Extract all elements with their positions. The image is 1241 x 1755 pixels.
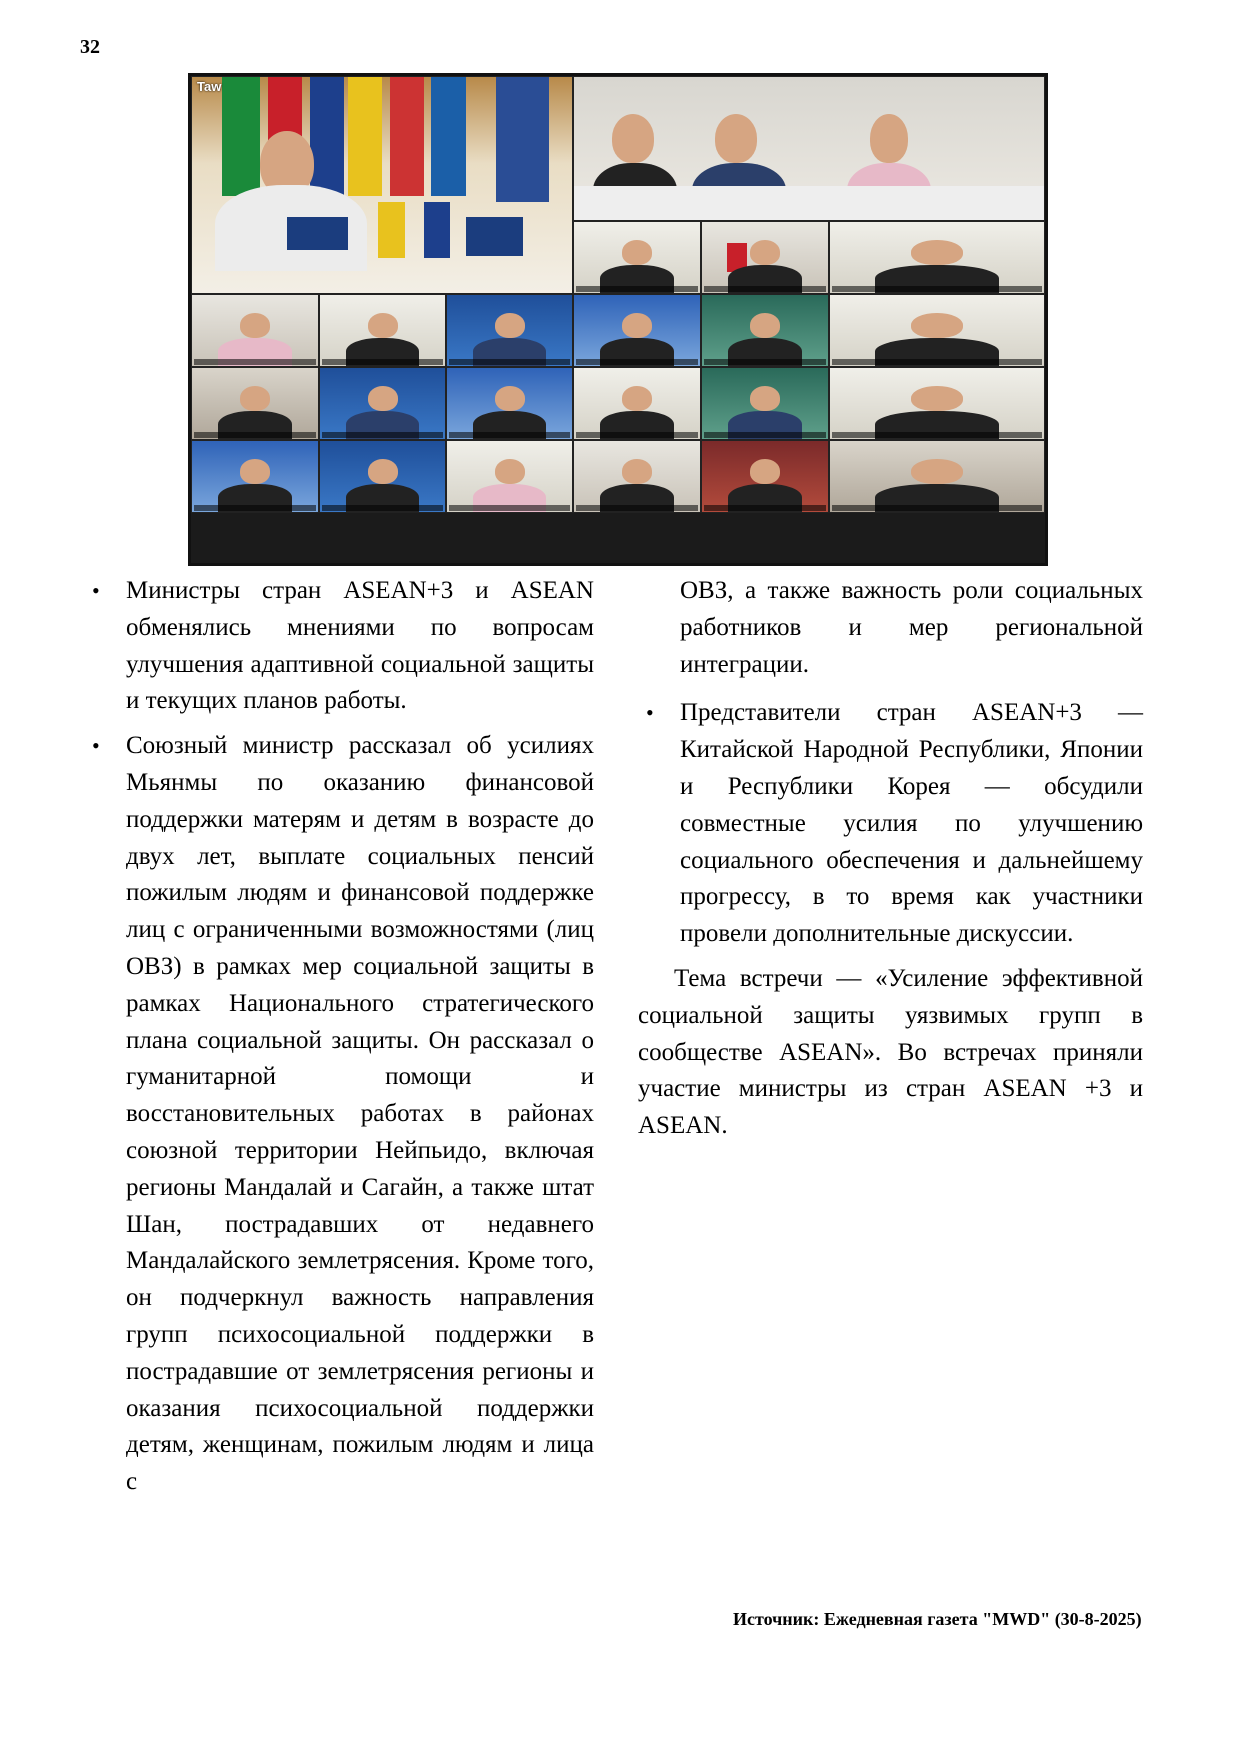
photo-tile-secretariat — [573, 76, 1045, 221]
photo-tile — [573, 440, 701, 513]
photo-tile — [829, 294, 1045, 367]
bullet-item — [646, 695, 1143, 953]
photo-credit: Taw — [197, 79, 222, 94]
photo-tile — [829, 367, 1045, 440]
bullet-item — [92, 573, 594, 720]
bullet-text: Представители стран ASEAN+3 — Китайской Народной Республики, Японии и Республики Корея — обсудили совместные усилия по улучшению социального обеспечения и дальнейшему прогрессу, в то время как участники провели дополнительные дискуссии. — [680, 699, 1143, 948]
photo-tile — [829, 221, 1045, 294]
photo-tile — [701, 221, 829, 294]
right-bullet-list — [638, 695, 1143, 953]
photo-tile — [573, 221, 701, 294]
right-column — [638, 573, 1143, 1145]
photo-tile — [701, 294, 829, 367]
photo-tile — [319, 440, 446, 513]
continuation-text: ОВЗ, а также важность роли социальных работников и мер региональной интеграции. — [680, 577, 1143, 678]
photo-tile — [191, 294, 319, 367]
photo-tile — [701, 367, 829, 440]
photo-tile-main-speaker — [191, 76, 573, 294]
bullet-icon: • — [646, 700, 654, 726]
bullet-icon: • — [92, 578, 100, 603]
bullet-text: Союзный министр рассказал об усилиях Мьянмы по оказанию финансовой поддержки матерям и детям в возрасте до двух лет, выплате социальных пенсий пожилым людям и финансовой поддержке лиц с ограниченными возможностями (лиц ОВЗ) в рамках мер социальной защиты в рамках Национального стратегического плана социальной защиты. Он рассказал о гуманитарной помощи и восстановительных работах в районах союзной территории Нейпьидо, включая регионы Мандалай и Сагайн, а также штат Шан, пострадавших от недавнего Мандалайского землетрясения. Кроме того, он подчеркнул важность направления групп психосоциальной поддержки в пострадавшие от землетрясения регионы и оказания психосоциальной поддержки детям, женщинам, пожилым людям и лица с — [126, 732, 594, 1496]
photo-tile — [191, 367, 319, 440]
photo-tile — [446, 294, 573, 367]
bullet-item — [92, 728, 594, 1501]
photo-tile — [319, 294, 446, 367]
photo-tile — [573, 294, 701, 367]
page-number: 32 — [80, 36, 100, 58]
closing-paragraph: Тема встречи — «Усиление эффективной социальной защиты уязвимых групп в сообществе ASEAN». Во встречах приняли участие министры из стран ASEAN +3 и ASEAN. — [638, 964, 1143, 1140]
bullet-icon: • — [92, 733, 100, 759]
photo-tile — [446, 440, 573, 513]
photo-tile — [829, 440, 1045, 513]
photo-tile — [573, 367, 701, 440]
photo-tile — [191, 440, 319, 513]
left-bullet-list — [92, 573, 594, 1501]
meeting-photo — [188, 73, 1048, 566]
bullet-text: Министры стран ASEAN+3 и ASEAN обменялись мнениями по вопросам улучшения адаптивной социальной защиты и текущих планов работы. — [126, 577, 594, 715]
photo-tile — [446, 367, 573, 440]
photo-tile — [701, 440, 829, 513]
photo-tile — [319, 367, 446, 440]
left-column — [92, 573, 594, 1501]
source-credit: Источник: Ежедневная газета "MWD" (30-8-2025) — [733, 1609, 1142, 1629]
